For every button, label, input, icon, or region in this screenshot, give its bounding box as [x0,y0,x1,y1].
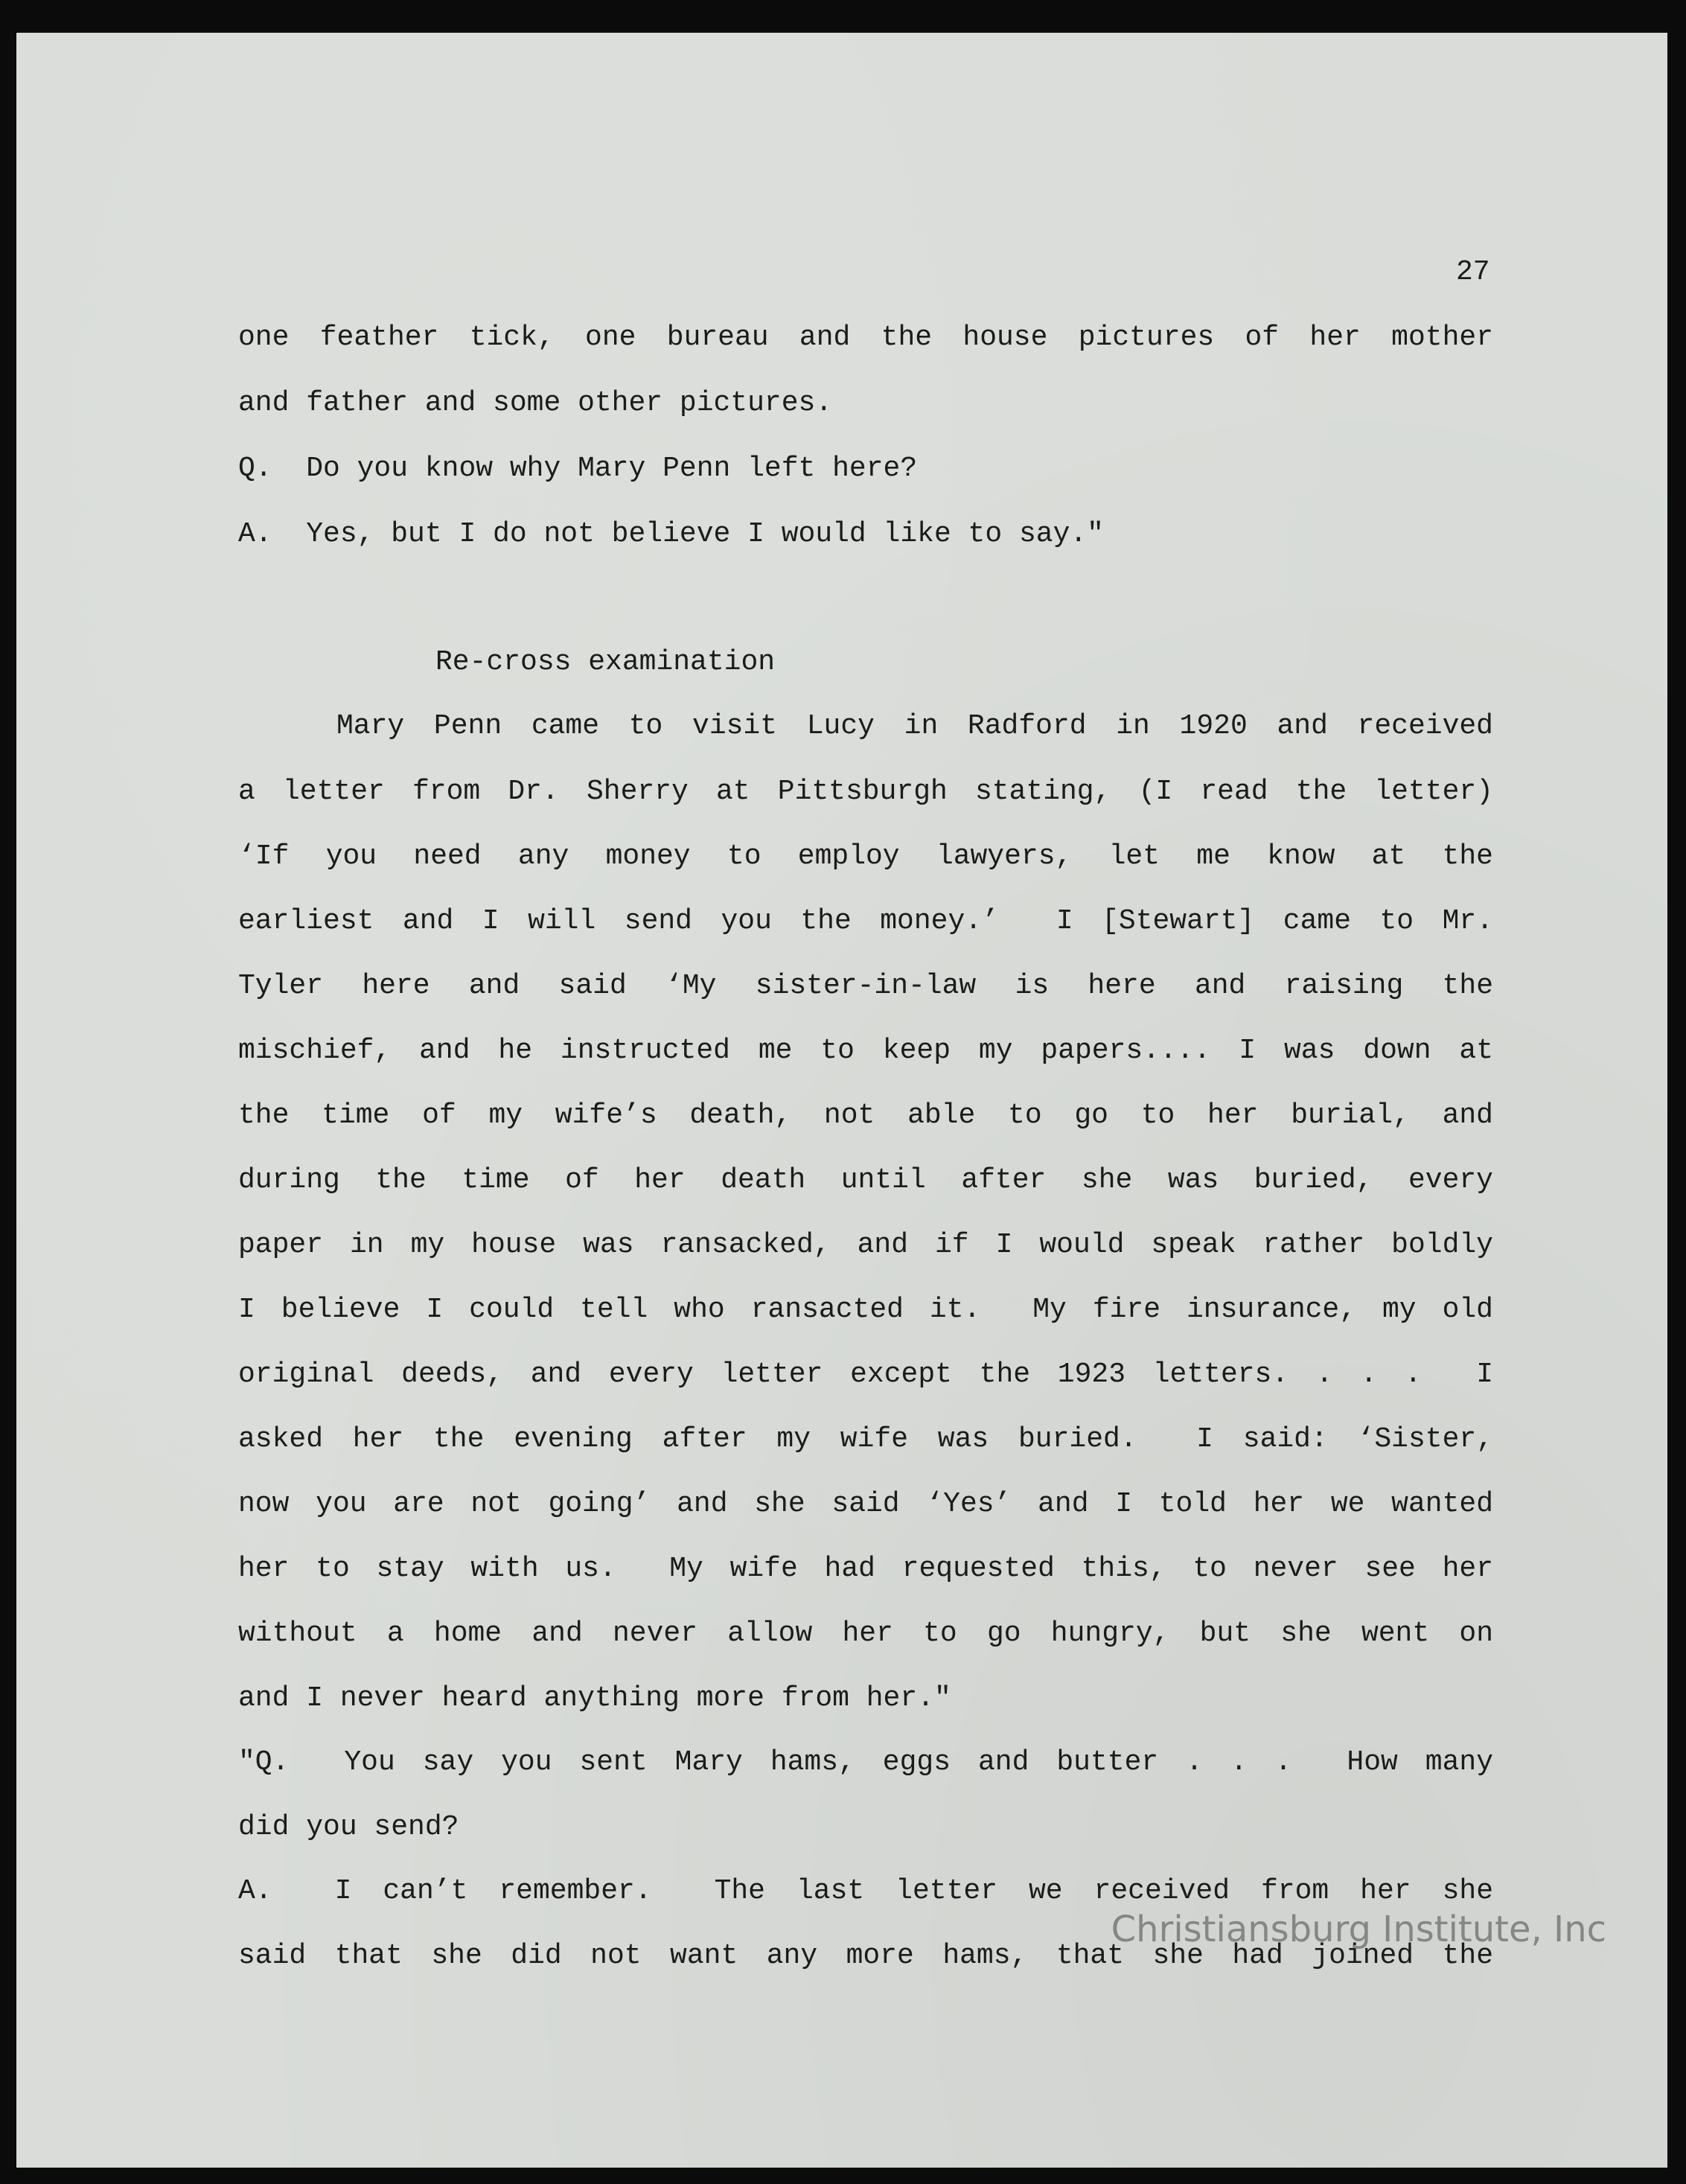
text-line: now you are not going’ and she said ‘Yes’ and I told her we wanted [238,1488,1493,1520]
text-line: paper in my house was ransacked, and if I would speak rather boldly [238,1229,1493,1261]
text-line: Q. Do you know why Mary Penn left here? [238,453,918,485]
document-page [16,33,1667,2168]
text-line: did you send? [238,1811,459,1843]
text-line: a letter from Dr. Sherry at Pittsburgh stating, (I read the letter) [238,776,1493,808]
text-line: original deeds, and every letter except the 1923 letters. . . . I [238,1358,1493,1390]
page-number: 27 [1456,256,1490,288]
text-line: her to stay with us. My wife had requested this, to never see her [238,1553,1493,1585]
text-line: and father and some other pictures. [238,387,833,419]
text-line: Tyler here and said ‘My sister-in-law is here and raising the [238,970,1493,1002]
text-line: "Q. You say you sent Mary hams, eggs and butter . . . How many [238,1746,1493,1778]
text-line: one feather tick, one bureau and the house pictures of her mother [238,322,1493,354]
text-line: A. Yes, but I do not believe I would like to say." [238,518,1104,550]
text-line: Mary Penn came to visit Lucy in Radford in 1920 and received [336,710,1493,742]
text-line: I believe I could tell who ransacted it. My fire insurance, my old [238,1294,1493,1326]
text-line: without a home and never allow her to go hungry, but she went on [238,1618,1493,1650]
text-line: asked her the evening after my wife was buried. I said: ‘Sister, [238,1423,1493,1455]
text-line: earliest and I will send you the money.’ I [Stewart] came to Mr. [238,905,1493,937]
text-line: mischief, and he instructed me to keep my papers.... I was down at [238,1035,1493,1067]
text-line: A. I can’t remember. The last letter we received from her she [238,1875,1493,1907]
text-line: and I never heard anything more from her." [238,1682,951,1714]
text-line: said that she did not want any more hams, that she had joined the [238,1940,1493,1972]
text-line: during the time of her death until after she was buried, every [238,1164,1493,1196]
text-line: the time of my wife’s death, not able to go to her burial, and [238,1099,1493,1131]
section-heading: Re-cross examination [435,646,776,678]
watermark-text: Christiansburg Institute, Inc [1111,1909,1606,1950]
text-line: ‘If you need any money to employ lawyers, let me know at the [238,840,1493,872]
